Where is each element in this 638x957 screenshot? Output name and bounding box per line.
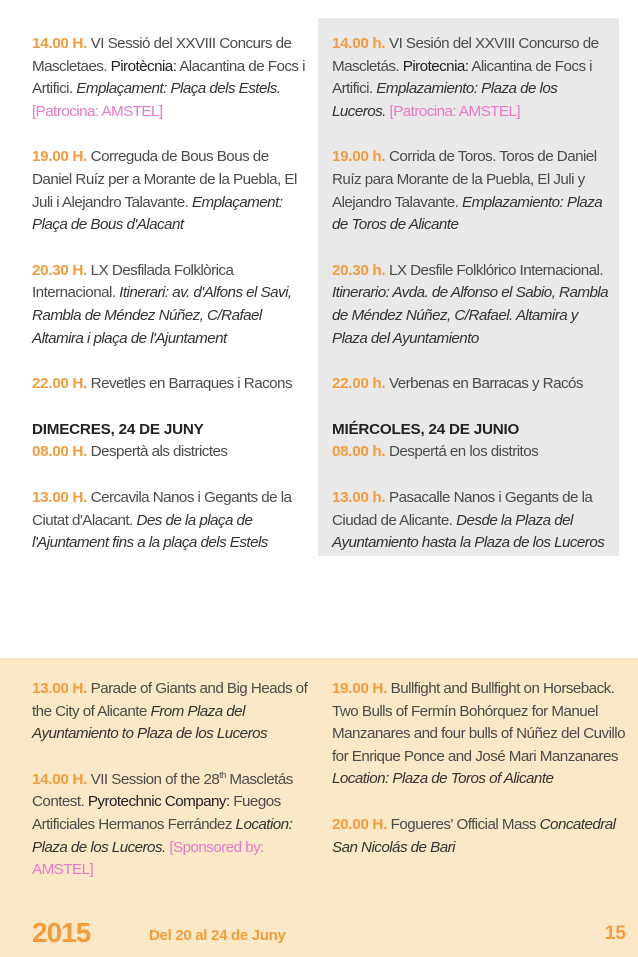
program-entry (332, 260, 613, 350)
entry-time: 13.00 h. (332, 488, 386, 506)
entry-text: Despertà als districtes (87, 443, 228, 461)
entry-location: Emplaçament: Plaça dels Estels. (76, 80, 281, 98)
program-entry (332, 678, 628, 791)
entry-time: 20.30 h. (332, 261, 386, 279)
entry-time: 20.30 H. (32, 261, 88, 279)
day-heading (32, 419, 310, 442)
program-entry (332, 33, 613, 123)
entry-location: Emplazamiento: Plaza de los Luceros. (332, 80, 558, 120)
entry-time: 14.00 H. (32, 770, 88, 788)
entry-location: From Plaza del Ayuntamiento to Plaza de los Luceros (32, 702, 268, 743)
entry-location: Location: Plaza de los Luceros. (32, 815, 293, 856)
entry-location: Emplaçament: Plaça de Bous d'Alacant (32, 193, 283, 234)
entry-organizer: Pirotècnia: (110, 57, 177, 75)
entry-text: LX Desfilada Folklòrica Internacional. (32, 261, 234, 302)
entry-time: 19.00 H. (332, 680, 388, 697)
footer-date-range: Del 20 al 24 de Juny (149, 927, 286, 944)
program-entry (332, 146, 613, 236)
entry-sponsor: [Patrocina: AMSTEL] (32, 102, 163, 120)
program-entry (32, 487, 310, 555)
entry-location: Concatedral San Nicolás de Bari (332, 815, 616, 856)
entry-time: 19.00 H. (32, 148, 88, 166)
entry-text: VI Sessió del XXVIII Concurs de Mascletaes. (32, 35, 292, 75)
entry-text: Bullfight and Bullfight on Horseback. Two Bulls of Fermín Bohórquez for Manuel Manzanares and four bulls of Núñez del Cuvillo for Enrique Ponce and José Mari Manzanares (332, 680, 625, 765)
program-entry (32, 441, 310, 464)
ordinal-suffix: th (219, 769, 226, 780)
entry-text: Verbenas en Barracas y Racós (385, 375, 583, 393)
program-entry (332, 441, 613, 464)
entry-text: Pasacalle Nanos i Gegants de la Ciudad de Alicante. (332, 488, 593, 529)
program-entry (332, 373, 613, 396)
day-heading (332, 419, 613, 442)
day-title: MIÉRCOLES, 24 DE JUNIO (332, 420, 520, 438)
entry-time: 14.00 H. (32, 35, 88, 52)
entry-time: 08.00 H. (32, 443, 88, 461)
entry-text: Parade of Giants and Big Heads of the City of Alicante (32, 680, 308, 720)
entry-location: Location: Plaza de Toros of Alicante (332, 770, 554, 788)
program-entry (32, 33, 310, 123)
entry-time: 22.00 h. (332, 375, 386, 393)
day-title: DIMECRES, 24 DE JUNY (32, 420, 204, 438)
entry-text: VI Sesión del XXVIII Concurso de Mascletás. (332, 35, 599, 75)
footer-year: 2015 (32, 917, 91, 948)
entry-sponsor: [Sponsored by: AMSTEL] (32, 838, 264, 879)
entry-text: Correguda de Bous Bous de Daniel Ruíz per a Morante de la Puebla, El Juli i Alejandro Talavante. (32, 148, 297, 211)
spanish-column (318, 18, 619, 556)
entry-text: Despertá en los distritos (385, 443, 539, 461)
entry-time: 19.00 h. (332, 148, 386, 166)
program-entry (332, 814, 628, 859)
program-entry (32, 769, 310, 882)
catalan-column (0, 0, 318, 578)
entry-text: Fuegos Artificiales Hermanos Ferrández (32, 793, 281, 833)
entry-text: Mascletás Contest. (32, 770, 293, 811)
program-entry (332, 487, 613, 555)
entry-time: 08.00 h. (332, 443, 386, 461)
entry-time: 20.00 H. (332, 815, 388, 833)
english-column-right (318, 658, 636, 882)
entry-time: 13.00 H. (32, 488, 88, 506)
entry-organizer: Pirotecnia: (402, 57, 469, 75)
entry-sponsor: [Patrocina: AMSTEL] (385, 102, 521, 120)
entry-text: VII Session of the 28 (87, 770, 220, 788)
program-entry (32, 146, 310, 236)
entry-location: Itinerario: Avda. de Alfonso el Sabio, Rambla de Méndez Núñez, C/Rafael. Altamira y Plaza del Ayuntamiento (332, 284, 609, 347)
entry-text: Alacantina de Focs i Artifici. (32, 57, 305, 98)
entry-text: Corrida de Toros. Toros de Daniel Ruíz para Morante de la Puebla, El Juli y Alejandro Talavante. (332, 148, 597, 211)
entry-location: Itinerari: av. d'Alfons el Savi, Rambla de Méndez Núñez, C/Rafael Altamira i plaça de l'Ajuntament (32, 284, 292, 347)
entry-text: Cercavila Nanos i Gegants de la Ciutat d'Alacant. (32, 488, 292, 529)
entry-text: Fogueres' Official Mass (387, 815, 540, 833)
entry-location: Desde la Plaza del Ayuntamiento hasta la Plaza de los Luceros (332, 511, 605, 552)
entry-time: 14.00 h. (332, 35, 386, 52)
program-entry (32, 373, 310, 396)
program-entry (32, 678, 310, 746)
english-column-left (0, 658, 318, 905)
entry-text: Revetles en Barraques i Racons (87, 375, 292, 393)
entry-text: Alicantina de Focs i Artifici. (332, 57, 593, 98)
program-entry (32, 260, 310, 350)
page-number: 15 (604, 923, 626, 944)
entry-organizer: Pyrotechnic Company: (87, 793, 230, 811)
entry-location: Des de la plaça de l'Ajuntament fins a la plaça dels Estels (32, 511, 268, 552)
entry-text: LX Desfile Folklórico Internacional. (385, 261, 604, 279)
entry-time: 13.00 H. (32, 680, 88, 697)
entry-time: 22.00 H. (32, 375, 88, 393)
entry-location: Emplazamiento: Plaza de Toros de Alicante (332, 193, 603, 234)
